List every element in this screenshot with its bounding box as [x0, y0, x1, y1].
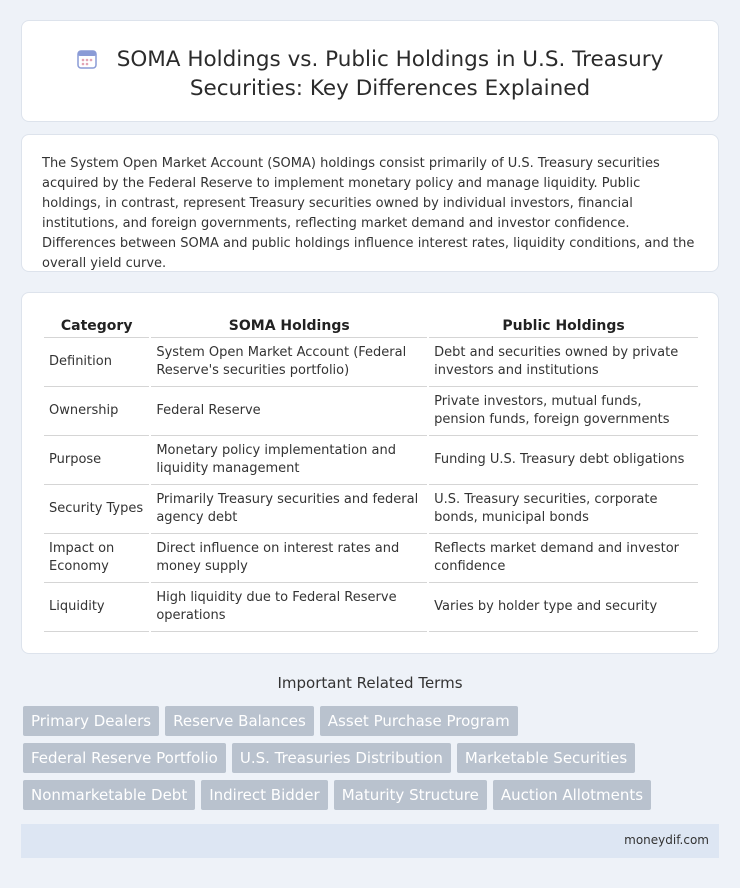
intro-paragraph: The System Open Market Account (SOMA) holdings consist primarily of U.S. Treasury securities acquired by the Federal Reserve to implement monetary policy and manage liquidity. Public holdings, in contrast, represent Treasury securities owned by individual investors, financial institutions, and foreign governments, reflecting market demand and investor confidence. Differences between SOMA and public holdings influence interest rates, liquidity conditions, and the overall yield curve.	[42, 156, 695, 271]
row-category: Liquidity	[44, 583, 149, 632]
table-header-row	[44, 314, 698, 338]
table-row	[44, 387, 698, 436]
intro-card	[21, 134, 719, 272]
row-soma: Primarily Treasury securities and federal agency debt	[151, 485, 427, 534]
row-category: Impact on Economy	[44, 534, 149, 583]
row-public: Reflects market demand and investor confidence	[429, 534, 698, 583]
table-row	[44, 583, 698, 632]
page-title: SOMA Holdings vs. Public Holdings in U.S. Treasury Securities: Key Differences Explained	[116, 47, 664, 101]
footer-site[interactable]: moneydif.com	[624, 833, 709, 847]
related-term-tag[interactable]: Primary Dealers	[23, 706, 159, 736]
footer	[21, 824, 719, 858]
row-soma: Federal Reserve	[151, 387, 427, 436]
related-term-tag[interactable]: Asset Purchase Program	[320, 706, 518, 736]
related-term-tag[interactable]: Maturity Structure	[334, 780, 487, 810]
related-term-tag[interactable]: U.S. Treasuries Distribution	[232, 743, 451, 773]
related-terms-title: Important Related Terms	[277, 674, 463, 692]
row-soma: Direct influence on interest rates and money supply	[151, 534, 427, 583]
row-public: Debt and securities owned by private investors and institutions	[429, 338, 698, 387]
row-category: Purpose	[44, 436, 149, 485]
header-category: Category	[44, 314, 149, 338]
row-soma: High liquidity due to Federal Reserve operations	[151, 583, 427, 632]
related-term-tag[interactable]: Auction Allotments	[493, 780, 651, 810]
table-row	[44, 534, 698, 583]
row-public: Varies by holder type and security	[429, 583, 698, 632]
related-term-tag[interactable]: Federal Reserve Portfolio	[23, 743, 226, 773]
related-term-tag[interactable]: Marketable Securities	[457, 743, 635, 773]
table-row	[44, 436, 698, 485]
row-public: Private investors, mutual funds, pension funds, foreign governments	[429, 387, 698, 436]
row-category: Ownership	[44, 387, 149, 436]
row-category: Definition	[44, 338, 149, 387]
table-row	[44, 338, 698, 387]
row-soma: Monetary policy implementation and liquidity management	[151, 436, 427, 485]
row-soma: System Open Market Account (Federal Reserve's securities portfolio)	[151, 338, 427, 387]
related-term-tag[interactable]: Reserve Balances	[165, 706, 314, 736]
comparison-table	[42, 314, 700, 632]
related-term-tag[interactable]: Nonmarketable Debt	[23, 780, 195, 810]
row-public: Funding U.S. Treasury debt obligations	[429, 436, 698, 485]
header-public: Public Holdings	[429, 314, 698, 338]
title-card	[21, 20, 719, 122]
header-soma: SOMA Holdings	[151, 314, 427, 338]
comparison-card	[21, 292, 719, 654]
table-row	[44, 485, 698, 534]
related-terms-list	[23, 706, 723, 810]
row-public: U.S. Treasury securities, corporate bonds, municipal bonds	[429, 485, 698, 534]
row-category: Security Types	[44, 485, 149, 534]
related-term-tag[interactable]: Indirect Bidder	[201, 780, 327, 810]
